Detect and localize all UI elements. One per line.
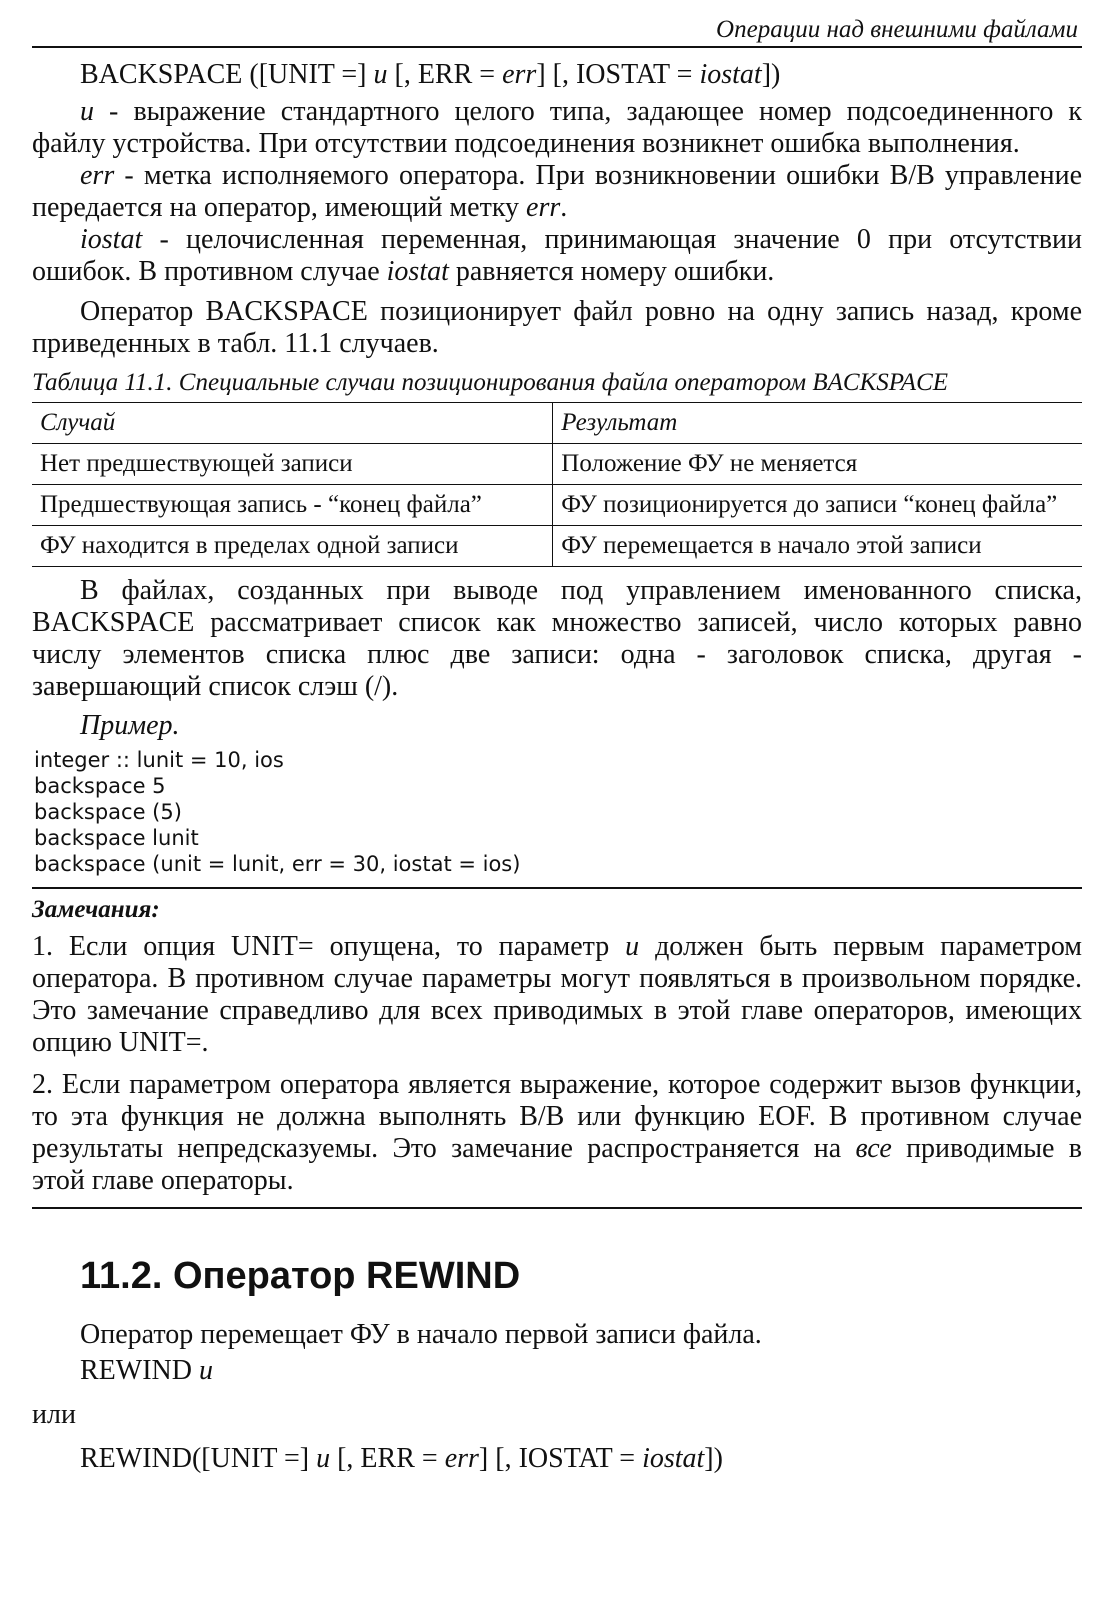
example-label: Пример. (80, 710, 180, 741)
table-row (32, 444, 1082, 485)
remarks-top-rule (32, 887, 1082, 889)
code-line: backspace (5) (34, 800, 182, 824)
param-err-description: err - метка исполняемого оператора. При возникновении ошибки В/В управление передается на оператор, имеющий метку err. (32, 160, 1082, 223)
remark-1: 1. Если опция UNIT= опущена, то параметр u должен быть первым параметром оператора. В противном случае параметры могут появляться в произвольном порядке. Это замечание справедливо для всех приводимых в этой главе операторов, имеющих опцию UNIT=. (32, 931, 1083, 1058)
example-code (32, 747, 1082, 877)
table-cell: ФУ находится в пределах одной записи (32, 526, 553, 567)
book-page (32, 14, 1082, 1477)
code-line: integer :: lunit = 10, ios (34, 748, 284, 772)
table-row (32, 526, 1082, 567)
table-cell: Положение ФУ не меняется (553, 444, 1082, 485)
remark-2: 2. Если параметром оператора является выражение, которое содержит вызов функции, то эта функция не должна выполнять В/В или функцию EOF. В противном случае результаты непредсказуемы. Это замечание распространяется на все приводимые в этой главе операторы. (32, 1069, 1082, 1196)
param-iostat-description: iostat - целочисленная переменная, принимающая значение 0 при отсутствии ошибок. В противном случае iostat равняется номеру ошибки. (32, 224, 1082, 287)
table-cell: Предшествующая запись - “конец файла” (32, 485, 553, 526)
table-row (32, 485, 1082, 526)
table-cell: ФУ перемещается в начало этой записи (553, 526, 1082, 567)
or-label: или (32, 1399, 76, 1430)
table-header-case: Случай (32, 403, 553, 444)
table-header-result: Результат (553, 403, 1082, 444)
running-header: Операции над внешними файлами (716, 16, 1078, 43)
remarks-box (32, 887, 1082, 1209)
code-line: backspace 5 (34, 774, 166, 798)
rewind-syntax-full: REWIND([UNIT =] u [, ERR = err] [, IOSTAT = iostat]) (80, 1443, 723, 1474)
backspace-description: Оператор BACKSPACE позиционирует файл ровно на одну запись назад, кроме приведенных в табл. 11.1 случаев. (32, 296, 1082, 359)
special-cases-table (32, 402, 1082, 567)
table-caption: Таблица 11.1. Специальные случаи позиционирования файла оператором BACKSPACE (32, 369, 949, 396)
remarks-bottom-rule (32, 1207, 1082, 1209)
param-u-description: u - выражение стандартного целого типа, задающее номер подсоединенного к файлу устройства. При отсутствии подсоединения возникнет ошибка выполнения. (32, 96, 1082, 159)
section-title: 11.2. Оператор REWIND (80, 1255, 521, 1297)
table-cell: Нет предшествующей записи (32, 444, 553, 485)
header-rule (32, 46, 1082, 48)
rewind-description: Оператор перемещает ФУ в начало первой записи файла. (80, 1319, 762, 1350)
rewind-syntax-short: REWIND u (80, 1355, 213, 1386)
namelist-note: В файлах, созданных при выводе под управлением именованного списка, BACKSPACE рассматривает список как множество записей, число которых равно числу элементов списка плюс две записи: одна - заголовок списка, другая - завершающий список слэш (/). (32, 575, 1082, 702)
table-header-row (32, 403, 1082, 444)
backspace-syntax: BACKSPACE ([UNIT =] u [, ERR = err] [, IOSTAT = iostat]) (80, 59, 781, 90)
code-line: backspace (unit = lunit, err = 30, iostat = ios) (34, 852, 521, 876)
table-cell: ФУ позиционируется до записи “конец файла” (553, 485, 1082, 526)
remarks-title: Замечания: (32, 896, 160, 923)
code-line: backspace lunit (34, 826, 199, 850)
